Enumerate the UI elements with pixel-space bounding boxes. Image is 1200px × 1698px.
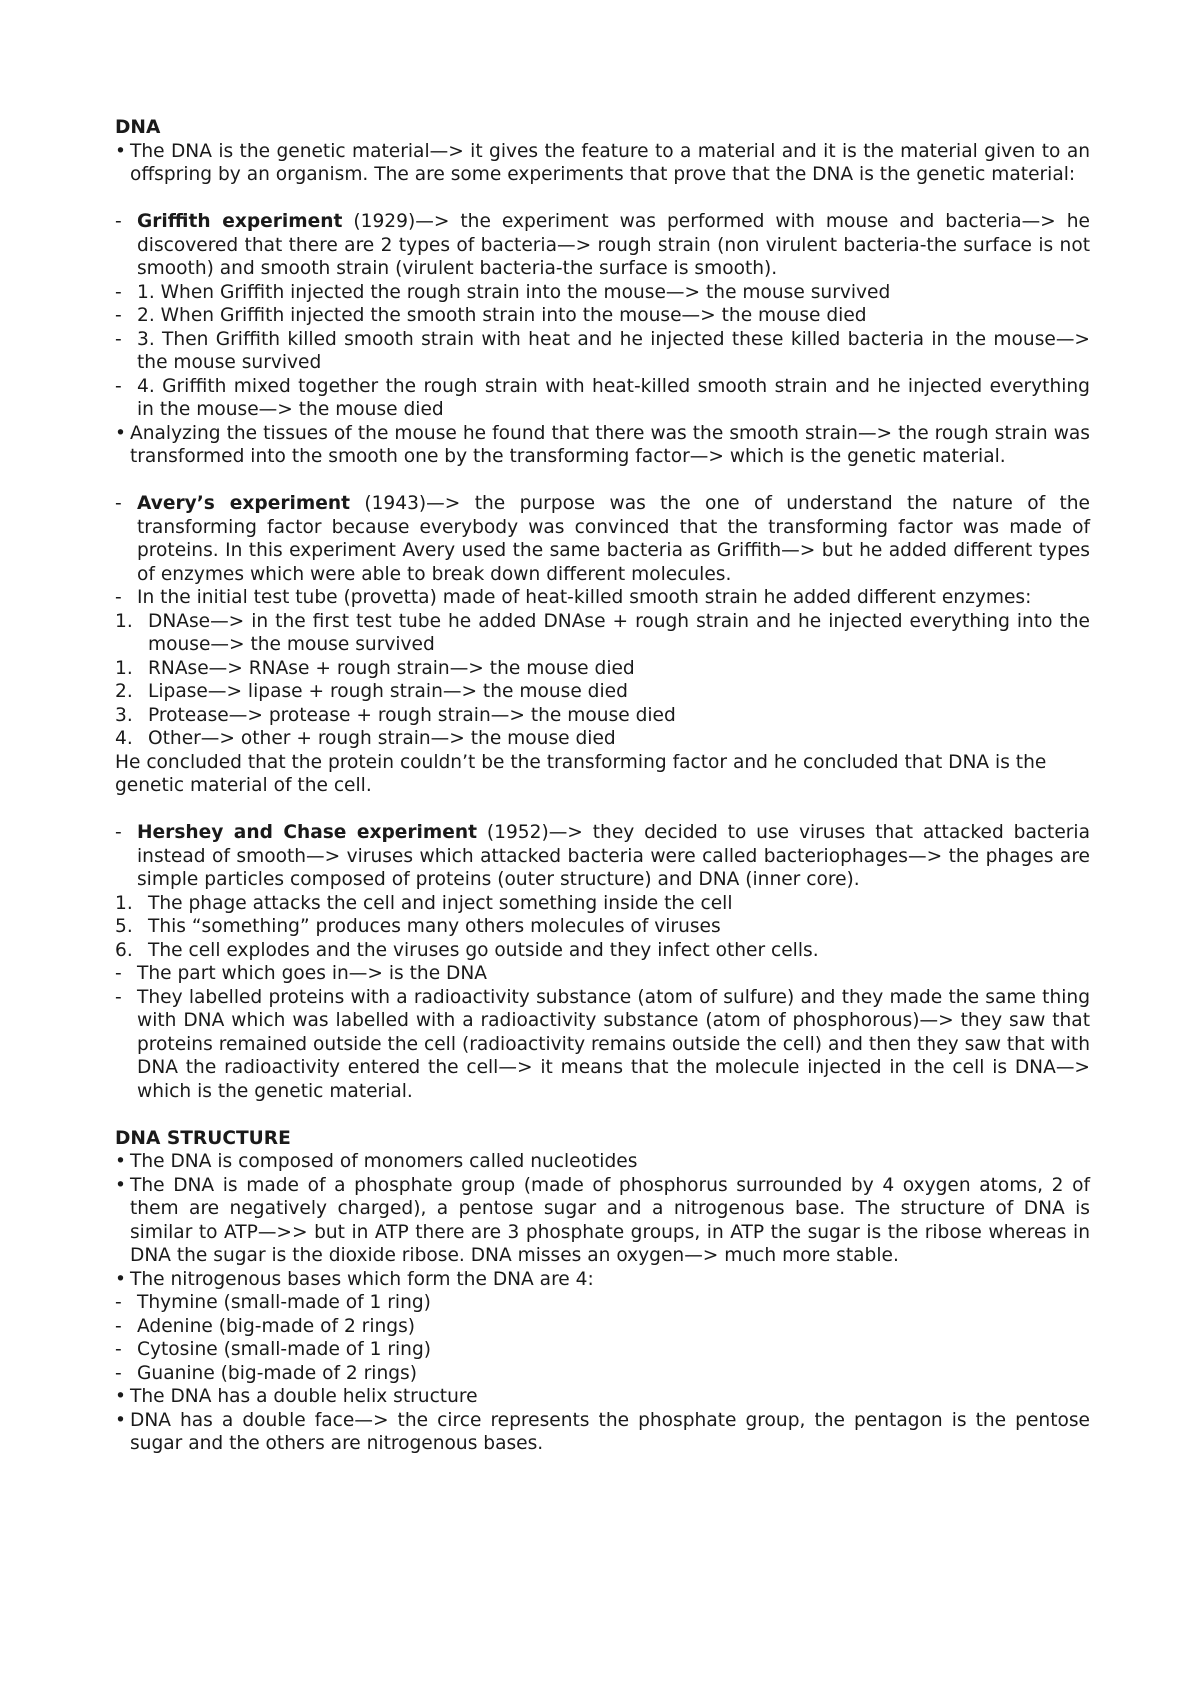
dash-item-avery: - Avery’s experiment (1943)—> the purpose was the one of understand the nature of the transforming factor because everybody was convinced that the transforming factor was made of proteins. In this experiment Avery used the same bacteria as Griffith—> but he added different types of enzymes which were able to break down different molecules. <box>115 493 1090 585</box>
numbered-item: 2. Lipase—> lipase + rough strain—> the mouse died <box>115 681 628 702</box>
bullet-item: • DNA has a double face—> the circe represents the phosphate group, the pentagon is the pentose sugar and the others are nitrogenous bases. <box>115 1409 1090 1454</box>
numbered-item: 1. RNAse—> RNAse + rough strain—> the mouse died <box>115 657 635 679</box>
bullet-item: • The DNA is the genetic material—> it gives the feature to a material and it is the material given to an offspring by an organism. The are some experiments that prove that the DNA is the genetic material: <box>115 140 1090 185</box>
numbered-item: 3. Protease—> protease + rough strain—> the mouse died <box>115 704 676 726</box>
avery-title: Avery’s experiment <box>137 493 350 514</box>
numbered-item: 5. This “something” produces many others molecules of viruses <box>115 916 721 937</box>
griffith-title: Griffith experiment <box>137 211 343 232</box>
dash-item: - 4. Griffith mixed together the rough strain with heat-killed smooth strain and he injected everything in the mouse—> the mouse died <box>115 375 1090 420</box>
dash-item: - They labelled proteins with a radioactivity substance (atom of sulfure) and they made the same thing with DNA which was labelled with a radioactivity substance (atom of phosphorous)—> they saw that proteins remained outside the cell (radioactivity remains outside the cell) and then they saw that with DNA the radioactivity entered the cell—> it means that the molecule injected in the cell is DNA—> which is the genetic material. <box>115 986 1090 1102</box>
bullet-item: • Analyzing the tissues of the mouse he found that there was the smooth strain—> the rough strain was transformed into the smooth one by the transforming factor—> which is the genetic material. <box>115 422 1090 467</box>
dash-item: - 1. When Griffith injected the rough strain into the mouse—> the mouse survived <box>115 281 891 303</box>
numbered-item: 1. The phage attacks the cell and inject something inside the cell <box>115 892 733 914</box>
dash-item-griffith: - Griffith experiment (1929)—> the experiment was performed with mouse and bacteria—> he discovered that there are 2 types of bacteria—> rough strain (non virulent bacteria-the surface is not smooth) and smooth strain (virulent bacteria-the surface is smooth). <box>115 211 1090 279</box>
dash-item: - 2. When Griffith injected the smooth strain into the mouse—> the mouse died <box>115 305 867 326</box>
dash-item: - Cytosine (small-made of 1 ring) <box>115 1339 432 1360</box>
bullet-marker: • <box>115 140 126 162</box>
document-page <box>115 116 1090 1456</box>
hershey-title: Hershey and Chase experiment <box>137 822 478 843</box>
dash-item: - Adenine (big-made of 2 rings) <box>115 1315 416 1337</box>
avery-conclusion: He concluded that the protein couldn’t be the transforming factor and he concluded that DNA is the genetic material of the cell. <box>115 751 1047 796</box>
bullet-item: • The DNA is made of a phosphate group (made of phosphorus surrounded by 4 oxygen atoms, 2 of them are negatively charged), a pentose sugar and a nitrogenous base. The structure of DNA is similar to ATP—>> but in ATP there are 3 phosphate groups, in ATP the sugar is the ribose whereas in DNA the sugar is the dioxide ribose. DNA misses an oxygen—> much more stable. <box>115 1174 1090 1266</box>
dash-item: - Guanine (big-made of 2 rings) <box>115 1362 417 1384</box>
numbered-item: 6. The cell explodes and the viruses go outside and they infect other cells. <box>115 939 819 961</box>
section-heading-dna: DNA <box>115 117 161 138</box>
dash-item: - The part which goes in—> is the DNA <box>115 963 487 984</box>
dash-item: - Thymine (small-made of 1 ring) <box>115 1292 431 1313</box>
numbered-item: 4. Other—> other + rough strain—> the mouse died <box>115 728 616 749</box>
dash-item: - In the initial test tube (provetta) made of heat-killed smooth strain he added different enzymes: <box>115 587 1032 608</box>
numbered-item: 1. DNAse—> in the first test tube he added DNAse + rough strain and he injected everything into the mouse—> the mouse survived <box>115 610 1090 655</box>
bullet-item: • The DNA is composed of monomers called nucleotides <box>115 1151 638 1172</box>
dash-item: - 3. Then Griffith killed smooth strain with heat and he injected these killed bacteria in the mouse—> the mouse survived <box>115 328 1090 373</box>
dash-item-hershey: - Hershey and Chase experiment (1952)—> they decided to use viruses that attacked bacteria instead of smooth—> viruses which attacked bacteria were called bacteriophages—> the phages are simple particles composed of proteins (outer structure) and DNA (inner core). <box>115 822 1090 890</box>
bullet-item: • The nitrogenous bases which form the DNA are 4: <box>115 1268 594 1290</box>
section-heading-dna-structure: DNA STRUCTURE <box>115 1127 291 1149</box>
bullet-item: • The DNA has a double helix structure <box>115 1386 478 1407</box>
